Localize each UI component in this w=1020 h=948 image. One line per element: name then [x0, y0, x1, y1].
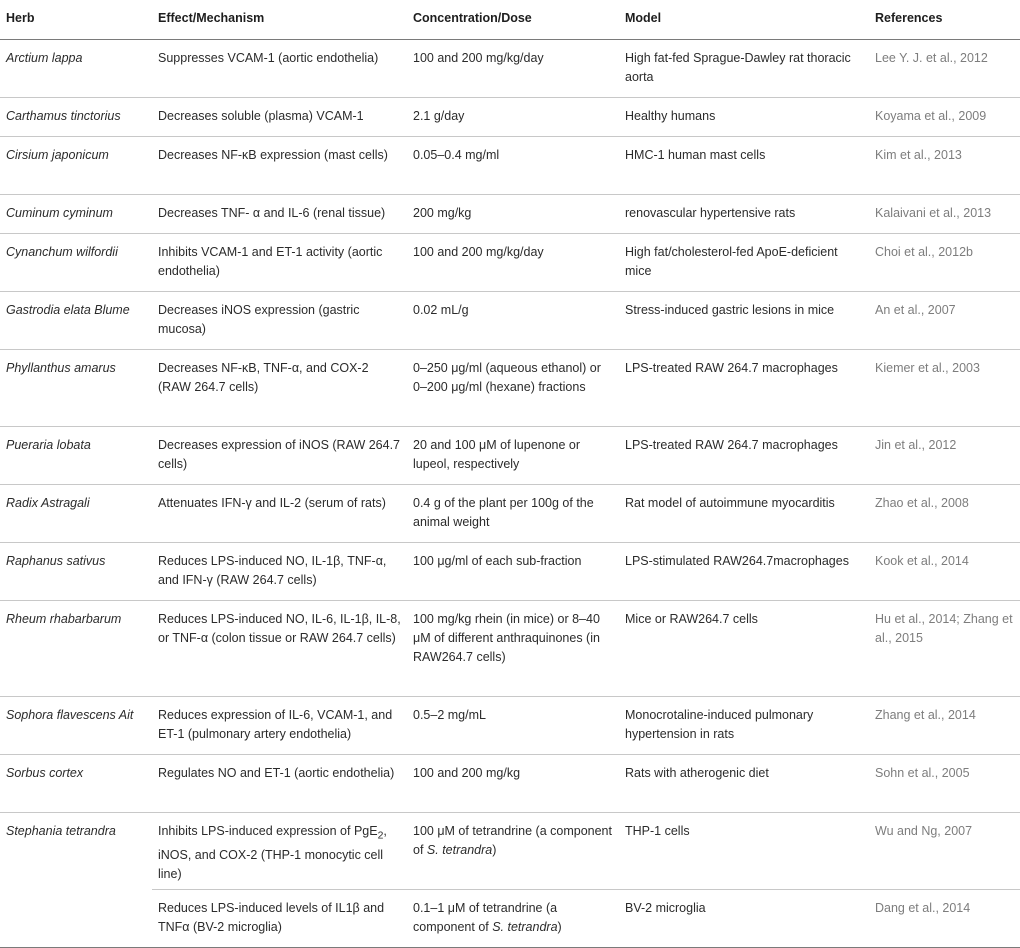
dose-cell	[407, 813, 619, 890]
header-effect: Effect/Mechanism	[152, 0, 407, 40]
herb-cell: Stephania tetrandra	[0, 813, 152, 948]
dose-cell: 100 mg/kg rhein (in mice) or 8–40 μM of different anthraquinones (in RAW264.7 cells)	[407, 601, 619, 697]
table-row	[0, 697, 1020, 755]
model-cell: Mice or RAW264.7 cells	[619, 601, 869, 697]
dose-cell: 0.4 g of the plant per 100g of the animal weight	[407, 485, 619, 543]
table-row	[0, 427, 1020, 485]
table-row	[0, 350, 1020, 427]
herb-cell: Phyllanthus amarus	[0, 350, 152, 427]
effect-text-rest: , iNOS, and COX-2 (THP-1 monocytic cell line)	[158, 824, 387, 881]
dose-cell: 100 and 200 mg/kg/day	[407, 40, 619, 98]
model-cell: LPS-stimulated RAW264.7macrophages	[619, 543, 869, 601]
header-dose: Concentration/Dose	[407, 0, 619, 40]
herb-cell: Sorbus cortex	[0, 755, 152, 813]
table-row	[0, 755, 1020, 813]
effect-text: Inhibits LPS-induced expression of PgE	[158, 824, 378, 838]
reference-cell: Zhang et al., 2014	[869, 697, 1020, 755]
herb-cell: Cirsium japonicum	[0, 137, 152, 195]
dose-cell: 0.05–0.4 mg/ml	[407, 137, 619, 195]
dose-cell: 0.5–2 mg/mL	[407, 697, 619, 755]
reference-cell: Wu and Ng, 2007	[869, 813, 1020, 890]
model-cell: renovascular hypertensive rats	[619, 195, 869, 234]
effect-subscript: 2	[377, 830, 384, 842]
effect-cell: Inhibits VCAM-1 and ET-1 activity (aortic endothelia)	[152, 234, 407, 292]
effect-cell: Reduces expression of IL-6, VCAM-1, and ET-1 (pulmonary artery endothelia)	[152, 697, 407, 755]
model-cell: LPS-treated RAW 264.7 macrophages	[619, 350, 869, 427]
model-cell: Rat model of autoimmune myocarditis	[619, 485, 869, 543]
model-cell: LPS-treated RAW 264.7 macrophages	[619, 427, 869, 485]
reference-cell: Kiemer et al., 2003	[869, 350, 1020, 427]
effect-cell: Decreases soluble (plasma) VCAM-1	[152, 98, 407, 137]
reference-cell: Hu et al., 2014; Zhang et al., 2015	[869, 601, 1020, 697]
table-row	[0, 137, 1020, 195]
effect-cell: Reduces LPS-induced levels of IL1β and TNFα (BV-2 microglia)	[152, 890, 407, 948]
herb-cell: Gastrodia elata Blume	[0, 292, 152, 350]
reference-cell: Koyama et al., 2009	[869, 98, 1020, 137]
dose-text: 0.1–1 μM of tetrandrine (a component of	[413, 901, 558, 934]
effect-cell: Decreases TNF- α and IL-6 (renal tissue)	[152, 195, 407, 234]
table-row	[0, 195, 1020, 234]
effect-cell	[152, 813, 407, 890]
model-cell: HMC-1 human mast cells	[619, 137, 869, 195]
model-cell: Healthy humans	[619, 98, 869, 137]
dose-cell: 2.1 g/day	[407, 98, 619, 137]
dose-species-italic: S. tetrandra	[492, 920, 558, 934]
model-cell: BV-2 microglia	[619, 890, 869, 948]
effect-cell: Suppresses VCAM-1 (aortic endothelia)	[152, 40, 407, 98]
table-row	[0, 813, 1020, 890]
model-cell: High fat/cholesterol-fed ApoE-deficient mice	[619, 234, 869, 292]
header-herb: Herb	[0, 0, 152, 40]
table-row	[0, 485, 1020, 543]
header-row	[0, 0, 1020, 40]
reference-cell: Choi et al., 2012b	[869, 234, 1020, 292]
table-row	[0, 98, 1020, 137]
reference-cell: Sohn et al., 2005	[869, 755, 1020, 813]
dose-cell: 0.02 mL/g	[407, 292, 619, 350]
effect-cell: Decreases iNOS expression (gastric mucosa)	[152, 292, 407, 350]
reference-cell: Lee Y. J. et al., 2012	[869, 40, 1020, 98]
dose-text: 100 μM of tetrandrine (a component of	[413, 824, 612, 857]
dose-cell: 100 and 200 mg/kg/day	[407, 234, 619, 292]
effect-cell: Decreases NF-κB expression (mast cells)	[152, 137, 407, 195]
herb-cell: Radix Astragali	[0, 485, 152, 543]
table-row	[0, 601, 1020, 697]
header-model: Model	[619, 0, 869, 40]
model-cell: Monocrotaline-induced pulmonary hypertension in rats	[619, 697, 869, 755]
herb-cell: Pueraria lobata	[0, 427, 152, 485]
table-row	[0, 890, 1020, 948]
effect-cell: Decreases NF-κB, TNF-α, and COX-2 (RAW 264.7 cells)	[152, 350, 407, 427]
dose-cell: 0–250 μg/ml (aqueous ethanol) or 0–200 μg/ml (hexane) fractions	[407, 350, 619, 427]
model-cell: Rats with atherogenic diet	[619, 755, 869, 813]
model-cell: Stress-induced gastric lesions in mice	[619, 292, 869, 350]
herb-cell: Sophora flavescens Ait	[0, 697, 152, 755]
dose-species-italic: S. tetrandra	[426, 843, 493, 857]
table-row	[0, 292, 1020, 350]
reference-cell: Kim et al., 2013	[869, 137, 1020, 195]
dose-text-end: )	[557, 920, 562, 934]
reference-cell: Dang et al., 2014	[869, 890, 1020, 948]
herb-cell: Raphanus sativus	[0, 543, 152, 601]
table-row	[0, 543, 1020, 601]
herb-cell: Arctium lappa	[0, 40, 152, 98]
dose-cell: 20 and 100 μM of lupenone or lupeol, respectively	[407, 427, 619, 485]
header-references: References	[869, 0, 1020, 40]
effect-cell: Reduces LPS-induced NO, IL-1β, TNF-α, and IFN-γ (RAW 264.7 cells)	[152, 543, 407, 601]
reference-cell: Kook et al., 2014	[869, 543, 1020, 601]
reference-cell: Jin et al., 2012	[869, 427, 1020, 485]
reference-cell: Kalaivani et al., 2013	[869, 195, 1020, 234]
model-cell: THP-1 cells	[619, 813, 869, 890]
effect-cell: Reduces LPS-induced NO, IL-6, IL-1β, IL-8, or TNF-α (colon tissue or RAW 264.7 cells)	[152, 601, 407, 697]
table-row	[0, 234, 1020, 292]
effect-cell: Attenuates IFN-γ and IL-2 (serum of rats)	[152, 485, 407, 543]
herb-cell: Cynanchum wilfordii	[0, 234, 152, 292]
dose-cell: 100 μg/ml of each sub-fraction	[407, 543, 619, 601]
herb-cell: Carthamus tinctorius	[0, 98, 152, 137]
herb-cell: Rheum rhabarbarum	[0, 601, 152, 697]
dose-text-end: )	[492, 843, 497, 857]
table-row	[0, 40, 1020, 98]
dose-cell: 200 mg/kg	[407, 195, 619, 234]
herb-cell: Cuminum cyminum	[0, 195, 152, 234]
reference-cell: Zhao et al., 2008	[869, 485, 1020, 543]
effect-cell: Regulates NO and ET-1 (aortic endothelia)	[152, 755, 407, 813]
effect-cell: Decreases expression of iNOS (RAW 264.7 cells)	[152, 427, 407, 485]
model-cell: High fat-fed Sprague-Dawley rat thoracic aorta	[619, 40, 869, 98]
dose-cell: 100 and 200 mg/kg	[407, 755, 619, 813]
dose-cell	[407, 890, 619, 948]
reference-cell: An et al., 2007	[869, 292, 1020, 350]
